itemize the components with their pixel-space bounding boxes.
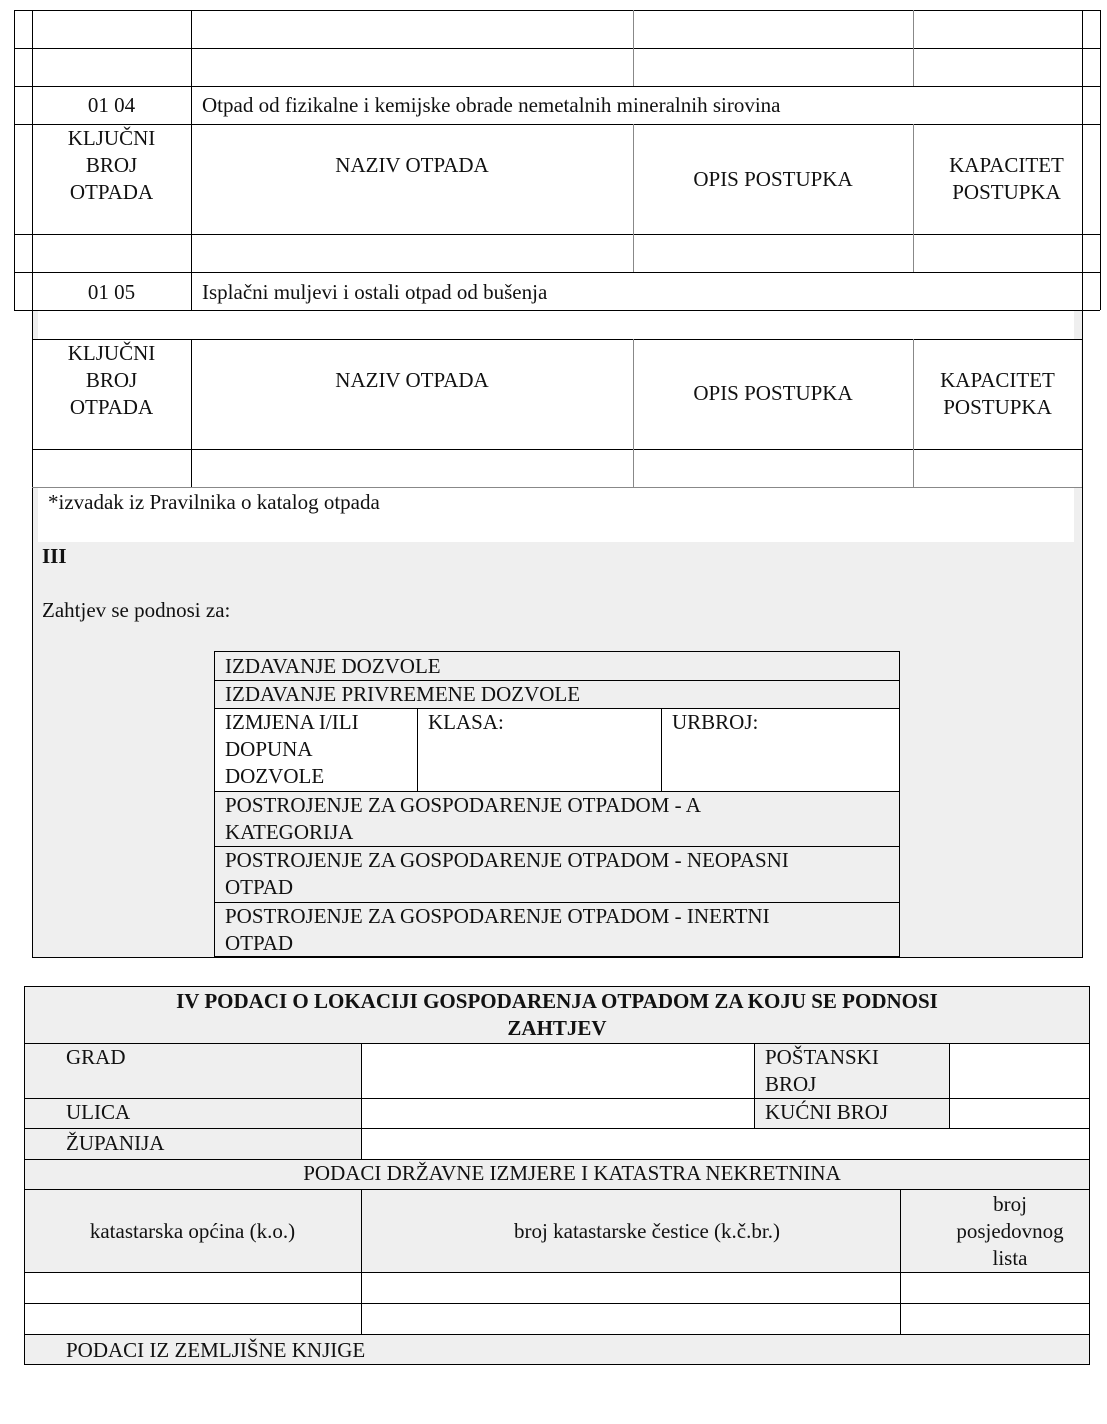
label-zupanija: ŽUPANIJA: [66, 1131, 165, 1155]
label-ulica: ULICA: [66, 1100, 131, 1124]
header-kljucni-broj-2: KLJUČNI BROJ OTPADA: [67, 341, 156, 419]
header-naziv-otpada-2: NAZIV OTPADA: [335, 368, 489, 392]
ulica-input[interactable]: [362, 1099, 754, 1128]
label-kucni-broj: KUĆNI BROJ: [765, 1100, 889, 1124]
request-intro: Zahtjev se podnosi za:: [42, 598, 231, 622]
header-opis-postupka: OPIS POSTUPKA: [693, 167, 853, 191]
table-part2-white: [38, 311, 1074, 339]
label-postanski-broj: POŠTANSKI BROJ: [765, 1045, 879, 1096]
header-kljucni-broj: KLJUČNI BROJ OTPADA: [67, 126, 156, 204]
option-privremene-dozvole[interactable]: IZDAVANJE PRIVREMENE DOZVOLE: [225, 682, 581, 706]
section-iii-heading: III: [42, 544, 67, 568]
postanski-broj-input[interactable]: [950, 1044, 1089, 1098]
kucni-broj-input[interactable]: [950, 1099, 1089, 1128]
header-opis-postupka-2: OPIS POSTUPKA: [693, 381, 853, 405]
katastar-heading: PODACI DRŽAVNE IZMJERE I KATASTRA NEKRETNINA: [303, 1161, 841, 1185]
group-code-0104: 01 04: [87, 93, 136, 117]
label-posjedovni-list: broj posjedovnog lista: [956, 1192, 1064, 1270]
option-izdavanje-dozvole[interactable]: IZDAVANJE DOZVOLE: [225, 654, 441, 678]
label-katastarska-opcina: katastarska općina (k.o.): [89, 1219, 296, 1243]
urbroj-field[interactable]: URBROJ:: [672, 710, 759, 734]
header-naziv-otpada: NAZIV OTPADA: [335, 153, 489, 177]
label-broj-cestice: broj katastarske čestice (k.č.br.): [514, 1219, 780, 1243]
option-izmjena-dopuna[interactable]: IZMJENA I/ILI DOPUNA DOZVOLE: [225, 710, 359, 788]
katastar-row-2[interactable]: [25, 1304, 1089, 1334]
option-kategorija-a[interactable]: POSTROJENJE ZA GOSPODARENJE OTPADOM - A KATEGORIJA: [225, 793, 701, 844]
option-inertni-otpad[interactable]: POSTROJENJE ZA GOSPODARENJE OTPADOM - INERTNI OTPAD: [225, 904, 770, 955]
klasa-field[interactable]: KLASA:: [428, 710, 504, 734]
group-code-0105: 01 05: [87, 280, 136, 304]
group-name-0104: Otpad od fizikalne i kemijske obrade nemetalnih mineralnih sirovina: [202, 93, 781, 117]
header-kapacitet-postupka: KAPACITET POSTUPKA: [949, 153, 1064, 204]
section-iv-title: IV PODACI O LOKACIJI GOSPODARENJA OTPADOM ZA KOJU SE PODNOSI ZAHTJEV: [176, 989, 938, 1040]
option-neopasni-otpad[interactable]: POSTROJENJE ZA GOSPODARENJE OTPADOM - NEOPASNI OTPAD: [225, 848, 789, 899]
group-name-0105: Isplačni muljevi i ostali otpad od bušenja: [202, 280, 548, 304]
grad-input[interactable]: [362, 1044, 754, 1098]
label-grad: GRAD: [66, 1045, 126, 1069]
label-zemljisne-knjige: PODACI IZ ZEMLJIŠNE KNJIGE: [66, 1338, 366, 1362]
footnote: *izvadak iz Pravilnika o katalog otpada: [48, 490, 380, 514]
katastar-row-1[interactable]: [25, 1273, 1089, 1303]
zupanija-input[interactable]: [362, 1129, 1089, 1159]
header-kapacitet-postupka-2: KAPACITET POSTUPKA: [940, 368, 1055, 419]
